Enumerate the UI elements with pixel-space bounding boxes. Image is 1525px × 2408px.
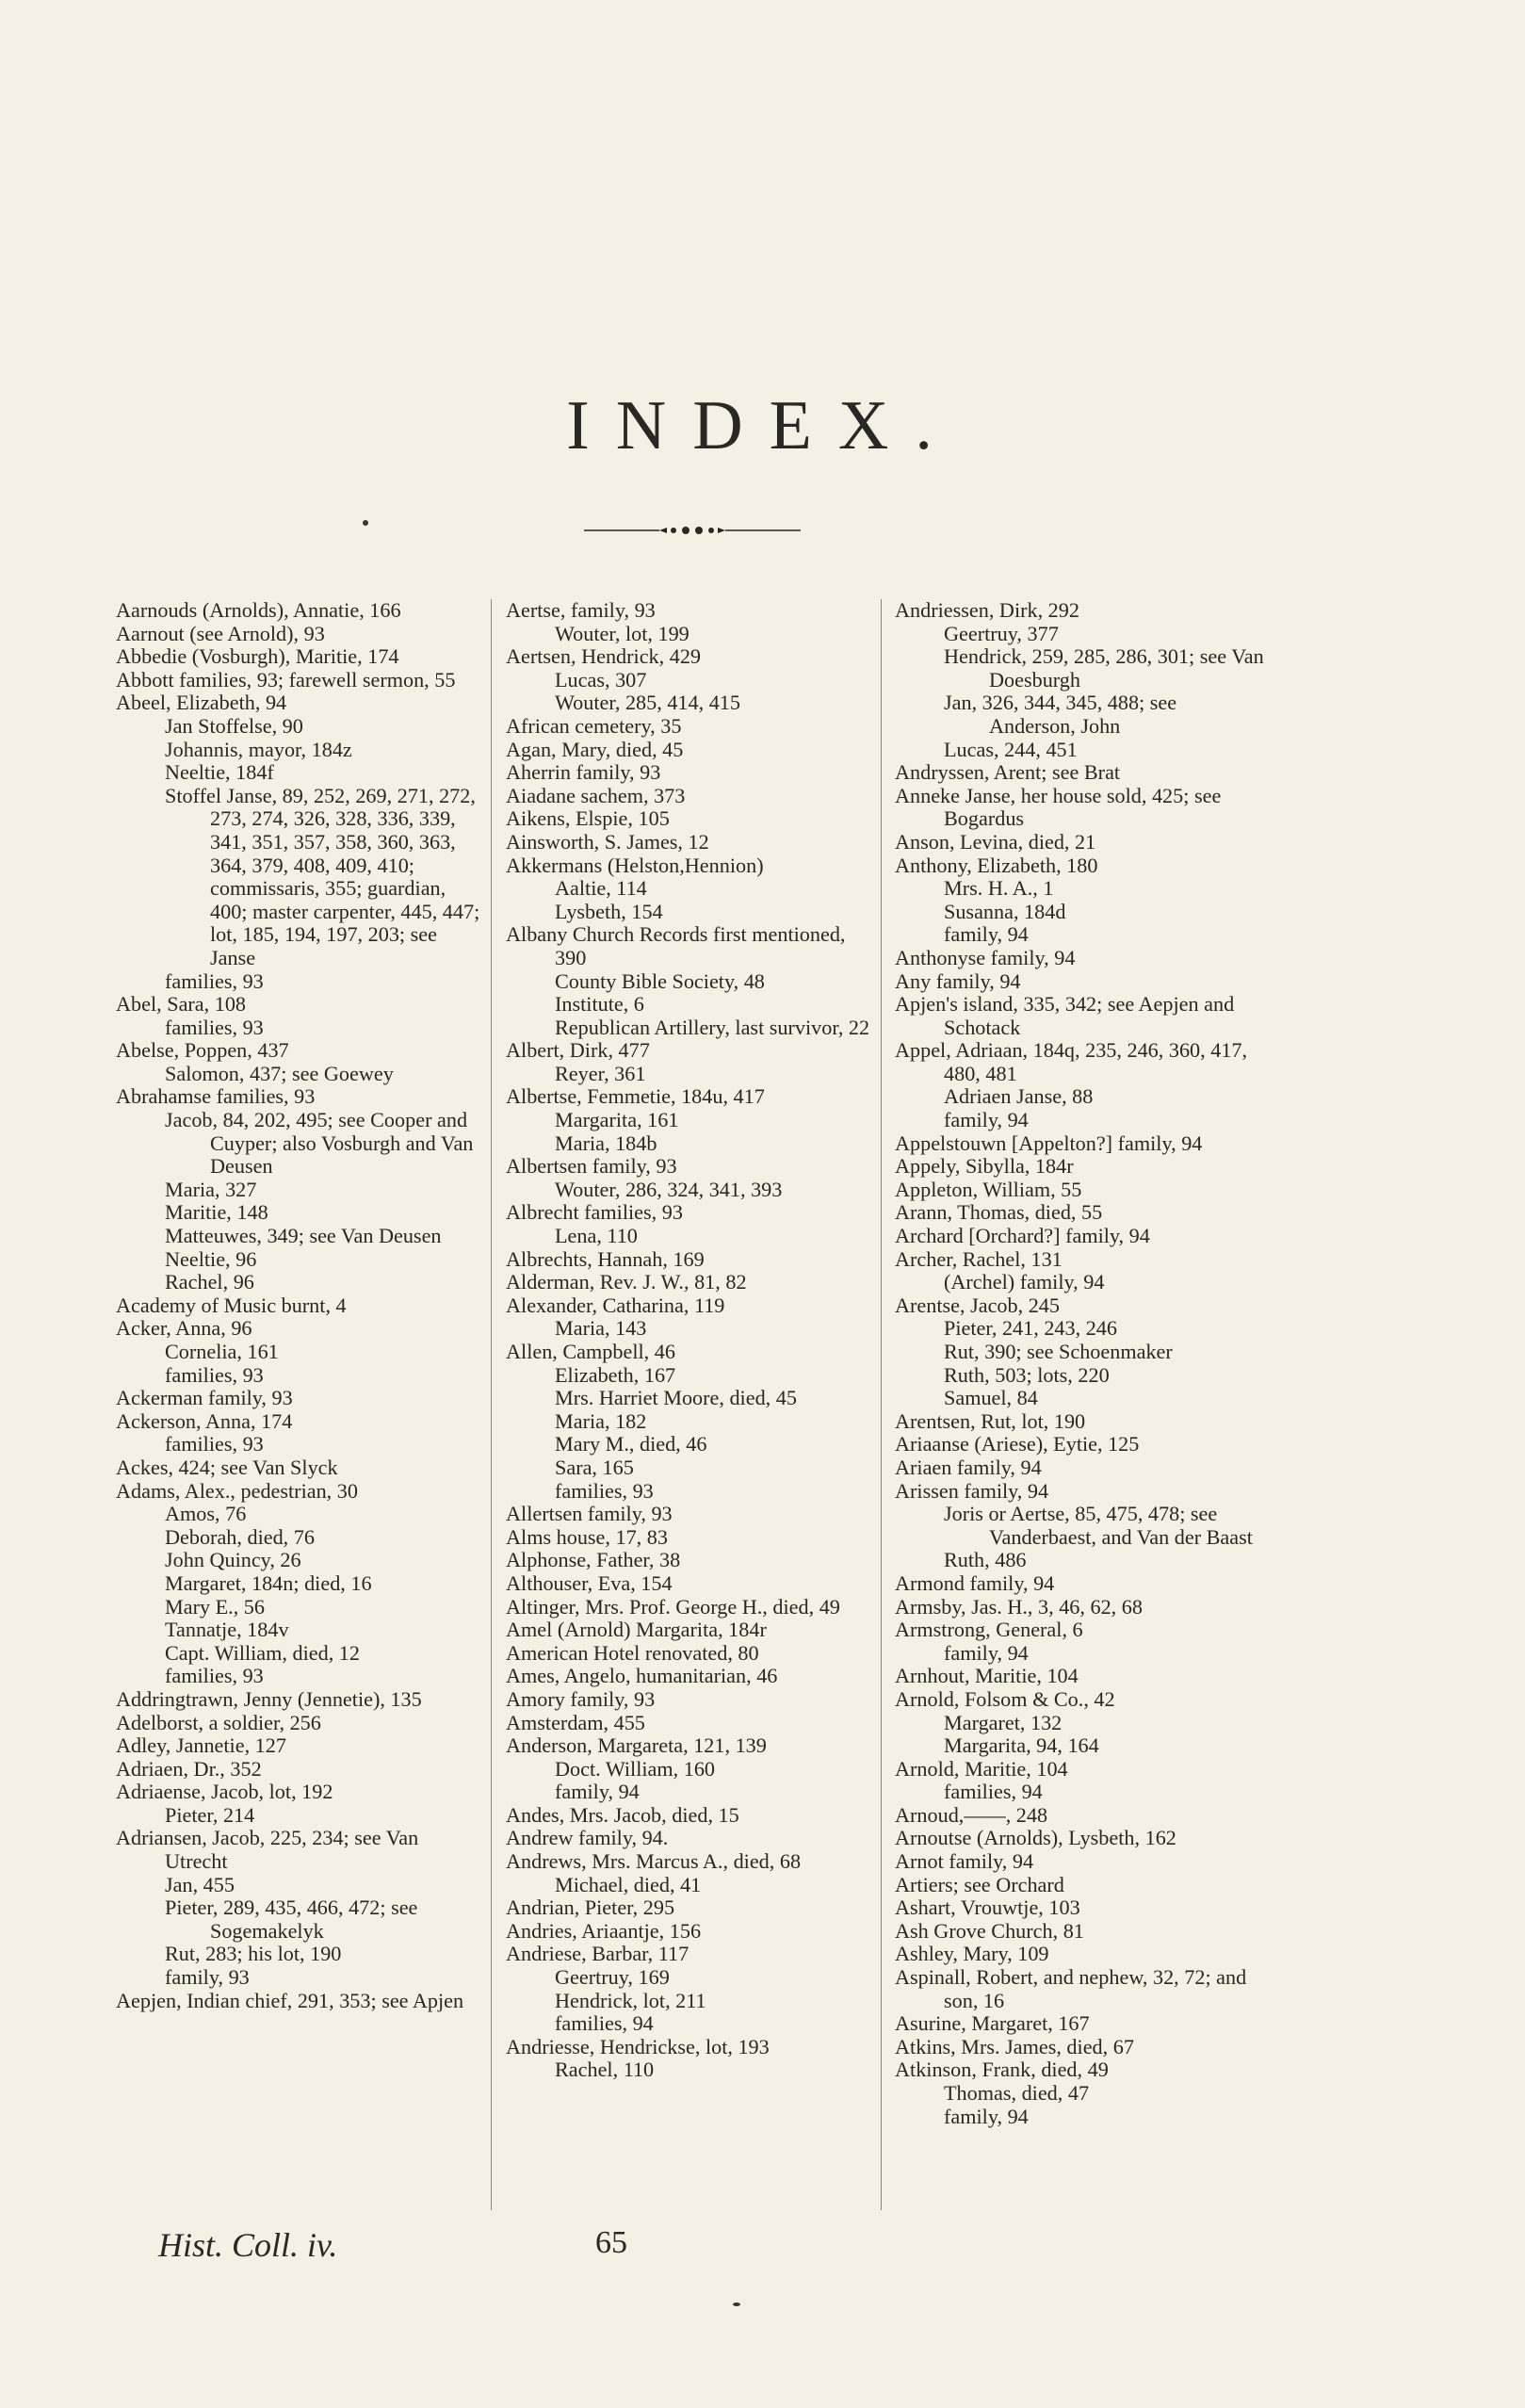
index-entry: Adams, Alex., pedestrian, 30 [116,1478,358,1503]
index-entry: Amel (Arnold) Margarita, 184r [506,1618,767,1642]
index-entry: Amsterdam, 455 [506,1710,645,1734]
ink-speck [363,520,368,526]
index-subentry: Deborah, died, 76 [165,1524,315,1549]
index-subentry: Neeltie, 184f [165,760,274,785]
index-subentry: Wouter, 285, 414, 415 [555,691,740,715]
index-entry: Appel, Adriaan, 184q, 235, 246, 360, 417, 480, 481 [895,1038,1248,1085]
index-entry: Any family, 94 [895,968,1021,993]
index-subentry: Margaret, 132 [944,1710,1063,1734]
index-entry: Aikens, Elspie, 105 [506,806,670,831]
index-subentry: Rut, 283; his lot, 190 [165,1942,342,1966]
index-subentry: families, 93 [165,1362,264,1387]
index-entry: Adriansen, Jacob, 225, 234; see Van Utrecht [116,1826,419,1874]
index-entry: Archard [Orchard?] family, 94 [895,1224,1150,1248]
index-entry: Althouser, Eva, 154 [506,1570,673,1595]
index-entry: Ariaen family, 94 [895,1455,1042,1479]
index-entry: Ainsworth, S. James, 12 [506,829,709,854]
index-entry: Aarnouds (Arnolds), Annatie, 166 [116,598,401,622]
index-entry: Ash Grove Church, 81 [895,1918,1084,1943]
index-entry: Anderson, Margareta, 121, 139 [506,1733,767,1758]
index-entry: Arnot family, 94 [895,1849,1034,1874]
index-subentry: Jan, 455 [165,1872,235,1896]
index-entry: Arnold, Maritie, 104 [895,1756,1068,1781]
index-entry: Allen, Campbell, 46 [506,1340,675,1363]
index-subentry: families, 93 [555,1478,654,1503]
index-subentry: Neeltie, 96 [165,1246,257,1271]
index-entry: Ashley, Mary, 109 [895,1942,1049,1966]
index-entry: Andrew family, 94. [506,1826,669,1850]
index-entry: Aiadane sachem, 373 [506,783,686,807]
index-entry: Altinger, Mrs. Prof. George H., died, 49 [506,1594,840,1619]
index-subentry: Mrs. H. A., 1 [944,876,1054,901]
index-entry: Arann, Thomas, died, 55 [895,1200,1103,1225]
index-entry: Atkinson, Frank, died, 49 [895,2058,1109,2082]
index-subentry: Sara, 165 [555,1455,634,1479]
index-subentry: Rachel, 110 [555,2058,655,2082]
index-subentry: Matteuwes, 349; see Van Deusen [165,1224,442,1248]
index-subentry: Pieter, 214 [165,1802,255,1827]
index-subentry: Maritie, 148 [165,1200,268,1225]
index-entry: Abel, Sara, 108 [116,992,247,1017]
index-subentry: Geertruy, 377 [944,621,1059,645]
index-entry: Andries, Ariaantje, 156 [506,1918,702,1943]
index-subentry: Wouter, 286, 324, 341, 393 [555,1177,783,1201]
index-subentry: Johannis, mayor, 184z [165,737,352,761]
index-subentry: Thomas, died, 47 [944,2081,1090,2105]
source-reference: Hist. Coll. iv. [158,2226,338,2264]
index-column-2 [506,599,873,2082]
index-entry: Albertse, Femmetie, 184u, 417 [506,1084,765,1109]
index-entry: Aherrin family, 93 [506,760,661,785]
index-column-1 [116,599,483,2012]
index-entry: Albrecht families, 93 [506,1200,683,1225]
index-subentry: Mary E., 56 [165,1594,265,1619]
index-entry: Abelse, Poppen, 437 [116,1038,289,1063]
index-subentry: Maria, 327 [165,1177,257,1201]
index-entry: Anthonyse family, 94 [895,945,1076,969]
index-subentry: Jacob, 84, 202, 495; see Cooper and Cuyper; also Vosburgh and Van Deusen [165,1108,474,1179]
index-entry: Aertsen, Hendrick, 429 [506,644,702,669]
index-subentry: Tannatje, 184v [165,1618,289,1642]
index-subentry: Capt. William, died, 12 [165,1640,360,1665]
index-subentry: Hendrick, lot, 211 [555,1988,706,2012]
index-subentry: Hendrick, 259, 285, 286, 301; see Van Doesburgh [944,644,1264,691]
index-entry: Appleton, William, 55 [895,1177,1082,1201]
index-entry: Apjen's island, 335, 342; see Aepjen and Schotack [895,992,1235,1039]
index-subentry: Susanna, 184d [944,899,1066,923]
index-entry: Amory family, 93 [506,1686,656,1711]
index-subentry: family, 94 [944,922,1029,947]
index-subentry: families, 93 [165,1432,264,1456]
index-entry: Alms house, 17, 83 [506,1524,668,1549]
index-entry: Albrechts, Hannah, 169 [506,1246,705,1271]
index-subentry: (Archel) family, 94 [944,1270,1105,1294]
index-subentry: Geertruy, 169 [555,1965,670,1990]
index-subentry: County Bible Society, 48 [555,968,765,993]
index-entry: Adley, Jannetie, 127 [116,1733,286,1758]
index-entry: Archer, Rachel, 131 [895,1246,1063,1271]
index-subentry: Mrs. Harriet Moore, died, 45 [555,1386,797,1410]
index-entry: Asurine, Margaret, 167 [895,2011,1090,2036]
index-subentry: Mary M., died, 46 [555,1432,707,1456]
index-entry: Appely, Sibylla, 184r [895,1154,1074,1179]
index-subentry: Pieter, 289, 435, 466, 472; see Sogemakelyk [165,1895,418,1943]
index-subentry: family, 94 [944,2104,1029,2128]
index-subentry: family, 94 [944,1640,1029,1665]
index-subentry: Margaret, 184n; died, 16 [165,1570,372,1595]
ink-speck [733,2302,740,2306]
index-entry: American Hotel renovated, 80 [506,1640,759,1665]
index-entry: Artiers; see Orchard [895,1872,1064,1896]
index-entry: Allertsen family, 93 [506,1502,673,1526]
index-entry: Acker, Anna, 96 [116,1316,252,1341]
index-entry: Arnoutse (Arnolds), Lysbeth, 162 [895,1826,1176,1850]
index-entry: Arnhout, Maritie, 104 [895,1664,1079,1688]
index-entry: Anson, Levina, died, 21 [895,829,1096,854]
index-entry: Armstrong, General, 6 [895,1618,1083,1642]
index-entry: Aertse, family, 93 [506,598,656,622]
index-entry: Appelstouwn [Appelton?] family, 94 [895,1131,1203,1155]
page-number: 65 [595,2225,627,2260]
index-subentry: families, 93 [165,968,264,993]
index-entry: Albertsen family, 93 [506,1154,677,1179]
index-subentry: family, 93 [165,1965,250,1990]
index-subentry: Elizabeth, 167 [555,1362,676,1387]
index-entry: Arnold, Folsom & Co., 42 [895,1686,1115,1711]
index-subentry: Maria, 143 [555,1316,647,1341]
index-entry: Armsby, Jas. H., 3, 46, 62, 68 [895,1594,1143,1619]
index-entry: Alphonse, Father, 38 [506,1548,681,1572]
index-subentry: Doct. William, 160 [555,1756,716,1781]
index-entry: Adelborst, a soldier, 256 [116,1710,321,1734]
index-entry: Albert, Dirk, 477 [506,1038,650,1063]
index-entry: Andrian, Pieter, 295 [506,1895,675,1920]
index-subentry: families, 93 [165,1664,264,1688]
index-subentry: Margarita, 94, 164 [944,1733,1099,1758]
index-entry: Atkins, Mrs. James, died, 67 [895,2034,1134,2058]
index-subentry: Lysbeth, 154 [555,899,663,923]
index-entry: Anthony, Elizabeth, 180 [895,853,1098,877]
page-title: INDEX. [566,387,959,464]
index-entry: Ariaanse (Ariese), Eytie, 125 [895,1432,1140,1456]
index-subentry: Rachel, 96 [165,1270,254,1294]
index-entry: African cemetery, 35 [506,713,682,738]
index-subentry: families, 94 [555,2011,654,2036]
index-entry: Ackes, 424; see Van Slyck [116,1455,338,1479]
index-entry: Adriaense, Jacob, lot, 192 [116,1780,333,1804]
index-subentry: families, 93 [165,1015,264,1039]
index-entry: Armond family, 94 [895,1570,1055,1595]
index-entry: Abbedie (Vosburgh), Maritie, 174 [116,644,399,669]
index-entry: Arentse, Jacob, 245 [895,1293,1060,1317]
index-subentry: Joris or Aertse, 85, 475, 478; see Vanderbaest, and Van der Baast [944,1502,1253,1549]
index-subentry: Lucas, 244, 451 [944,737,1078,761]
index-subentry: Ruth, 503; lots, 220 [944,1362,1110,1387]
index-entry: Albany Church Records first mentioned, 390 [506,922,846,969]
index-subentry: family, 94 [555,1780,640,1804]
index-subentry: Jan, 326, 344, 345, 488; see Anderson, John [944,691,1177,738]
index-entry: Alderman, Rev. J. W., 81, 82 [506,1270,747,1294]
index-subentry: Stoffel Janse, 89, 252, 269, 271, 272, 273, 274, 326, 328, 336, 339, 341, 351, 357, 358, 360, 363, 364, 379, 408, 409, 410; commissaris, 355; guardian, 400; master carpenter, 445, 447; lot, 185, 194, 197, 203; see Janse [165,783,480,969]
index-entry: Adriaen, Dr., 352 [116,1756,262,1781]
index-subentry: family, 94 [944,1108,1029,1132]
index-subentry: Lena, 110 [555,1224,638,1248]
column-divider [881,599,882,2210]
index-subentry: Lucas, 307 [555,667,647,691]
index-entry: Andriese, Barbar, 117 [506,1942,689,1966]
index-entry: Arentsen, Rut, lot, 190 [895,1408,1086,1433]
index-subentry: Wouter, lot, 199 [555,621,689,645]
index-subentry: Salomon, 437; see Goewey [165,1061,394,1085]
index-entry: Arissen family, 94 [895,1478,1049,1503]
index-entry: Akkermans (Helston,Hennion) [506,853,764,877]
index-entry: Abeel, Elizabeth, 94 [116,691,287,715]
index-entry: Andriesse, Hendrickse, lot, 193 [506,2034,770,2058]
index-entry: Ackerman family, 93 [116,1386,293,1410]
index-entry: Andes, Mrs. Jacob, died, 15 [506,1802,739,1827]
index-entry: Abrahamse families, 93 [116,1084,316,1109]
index-subentry: families, 94 [944,1780,1043,1804]
index-entry: Addringtrawn, Jenny (Jennetie), 135 [116,1686,422,1711]
index-subentry: Samuel, 84 [944,1386,1038,1410]
index-subentry: Maria, 184b [555,1131,657,1155]
index-subentry: Institute, 6 [555,992,644,1017]
index-subentry: Ruth, 486 [944,1548,1027,1572]
index-entry: Arnoud,——, 248 [895,1802,1048,1827]
index-entry: Abbott families, 93; farewell sermon, 55 [116,667,456,691]
index-subentry: Pieter, 241, 243, 246 [944,1316,1117,1341]
index-entry: Andriessen, Dirk, 292 [895,598,1079,622]
index-entry: Ashart, Vrouwtje, 103 [895,1895,1080,1920]
column-divider [491,599,492,2210]
index-subentry: John Quincy, 26 [165,1548,301,1572]
title-ornament [584,524,801,537]
index-subentry: Rut, 390; see Schoenmaker [944,1340,1173,1363]
index-entry: Alexander, Catharina, 119 [506,1293,725,1317]
index-entry: Andrews, Mrs. Marcus A., died, 68 [506,1849,802,1874]
index-subentry: Cornelia, 161 [165,1340,279,1363]
index-subentry: Maria, 182 [555,1408,647,1433]
index-column-3 [895,599,1264,2128]
index-entry: Ames, Angelo, humanitarian, 46 [506,1664,778,1688]
index-entry: Aspinall, Robert, and nephew, 32, 72; and son, 16 [895,1965,1247,2012]
index-entry: Ackerson, Anna, 174 [116,1408,293,1433]
index-subentry: Republican Artillery, last survivor, 22 [555,1015,870,1039]
index-subentry: Jan Stoffelse, 90 [165,713,303,738]
index-subentry: Adriaen Janse, 88 [944,1084,1094,1109]
index-subentry: Amos, 76 [165,1502,247,1526]
index-subentry: Margarita, 161 [555,1108,679,1132]
index-subentry: Michael, died, 41 [555,1872,702,1896]
index-entry: Anneke Janse, her house sold, 425; see Bogardus [895,783,1222,831]
index-subentry: Aaltie, 114 [555,876,647,901]
index-entry: Agan, Mary, died, 45 [506,737,684,761]
index-entry: Aarnout (see Arnold), 93 [116,621,325,645]
index-subentry: Reyer, 361 [555,1061,646,1085]
index-entry: Andryssen, Arent; see Brat [895,760,1121,785]
index-entry: Aepjen, Indian chief, 291, 353; see Apjen [116,1988,464,2012]
index-entry: Academy of Music burnt, 4 [116,1293,347,1317]
